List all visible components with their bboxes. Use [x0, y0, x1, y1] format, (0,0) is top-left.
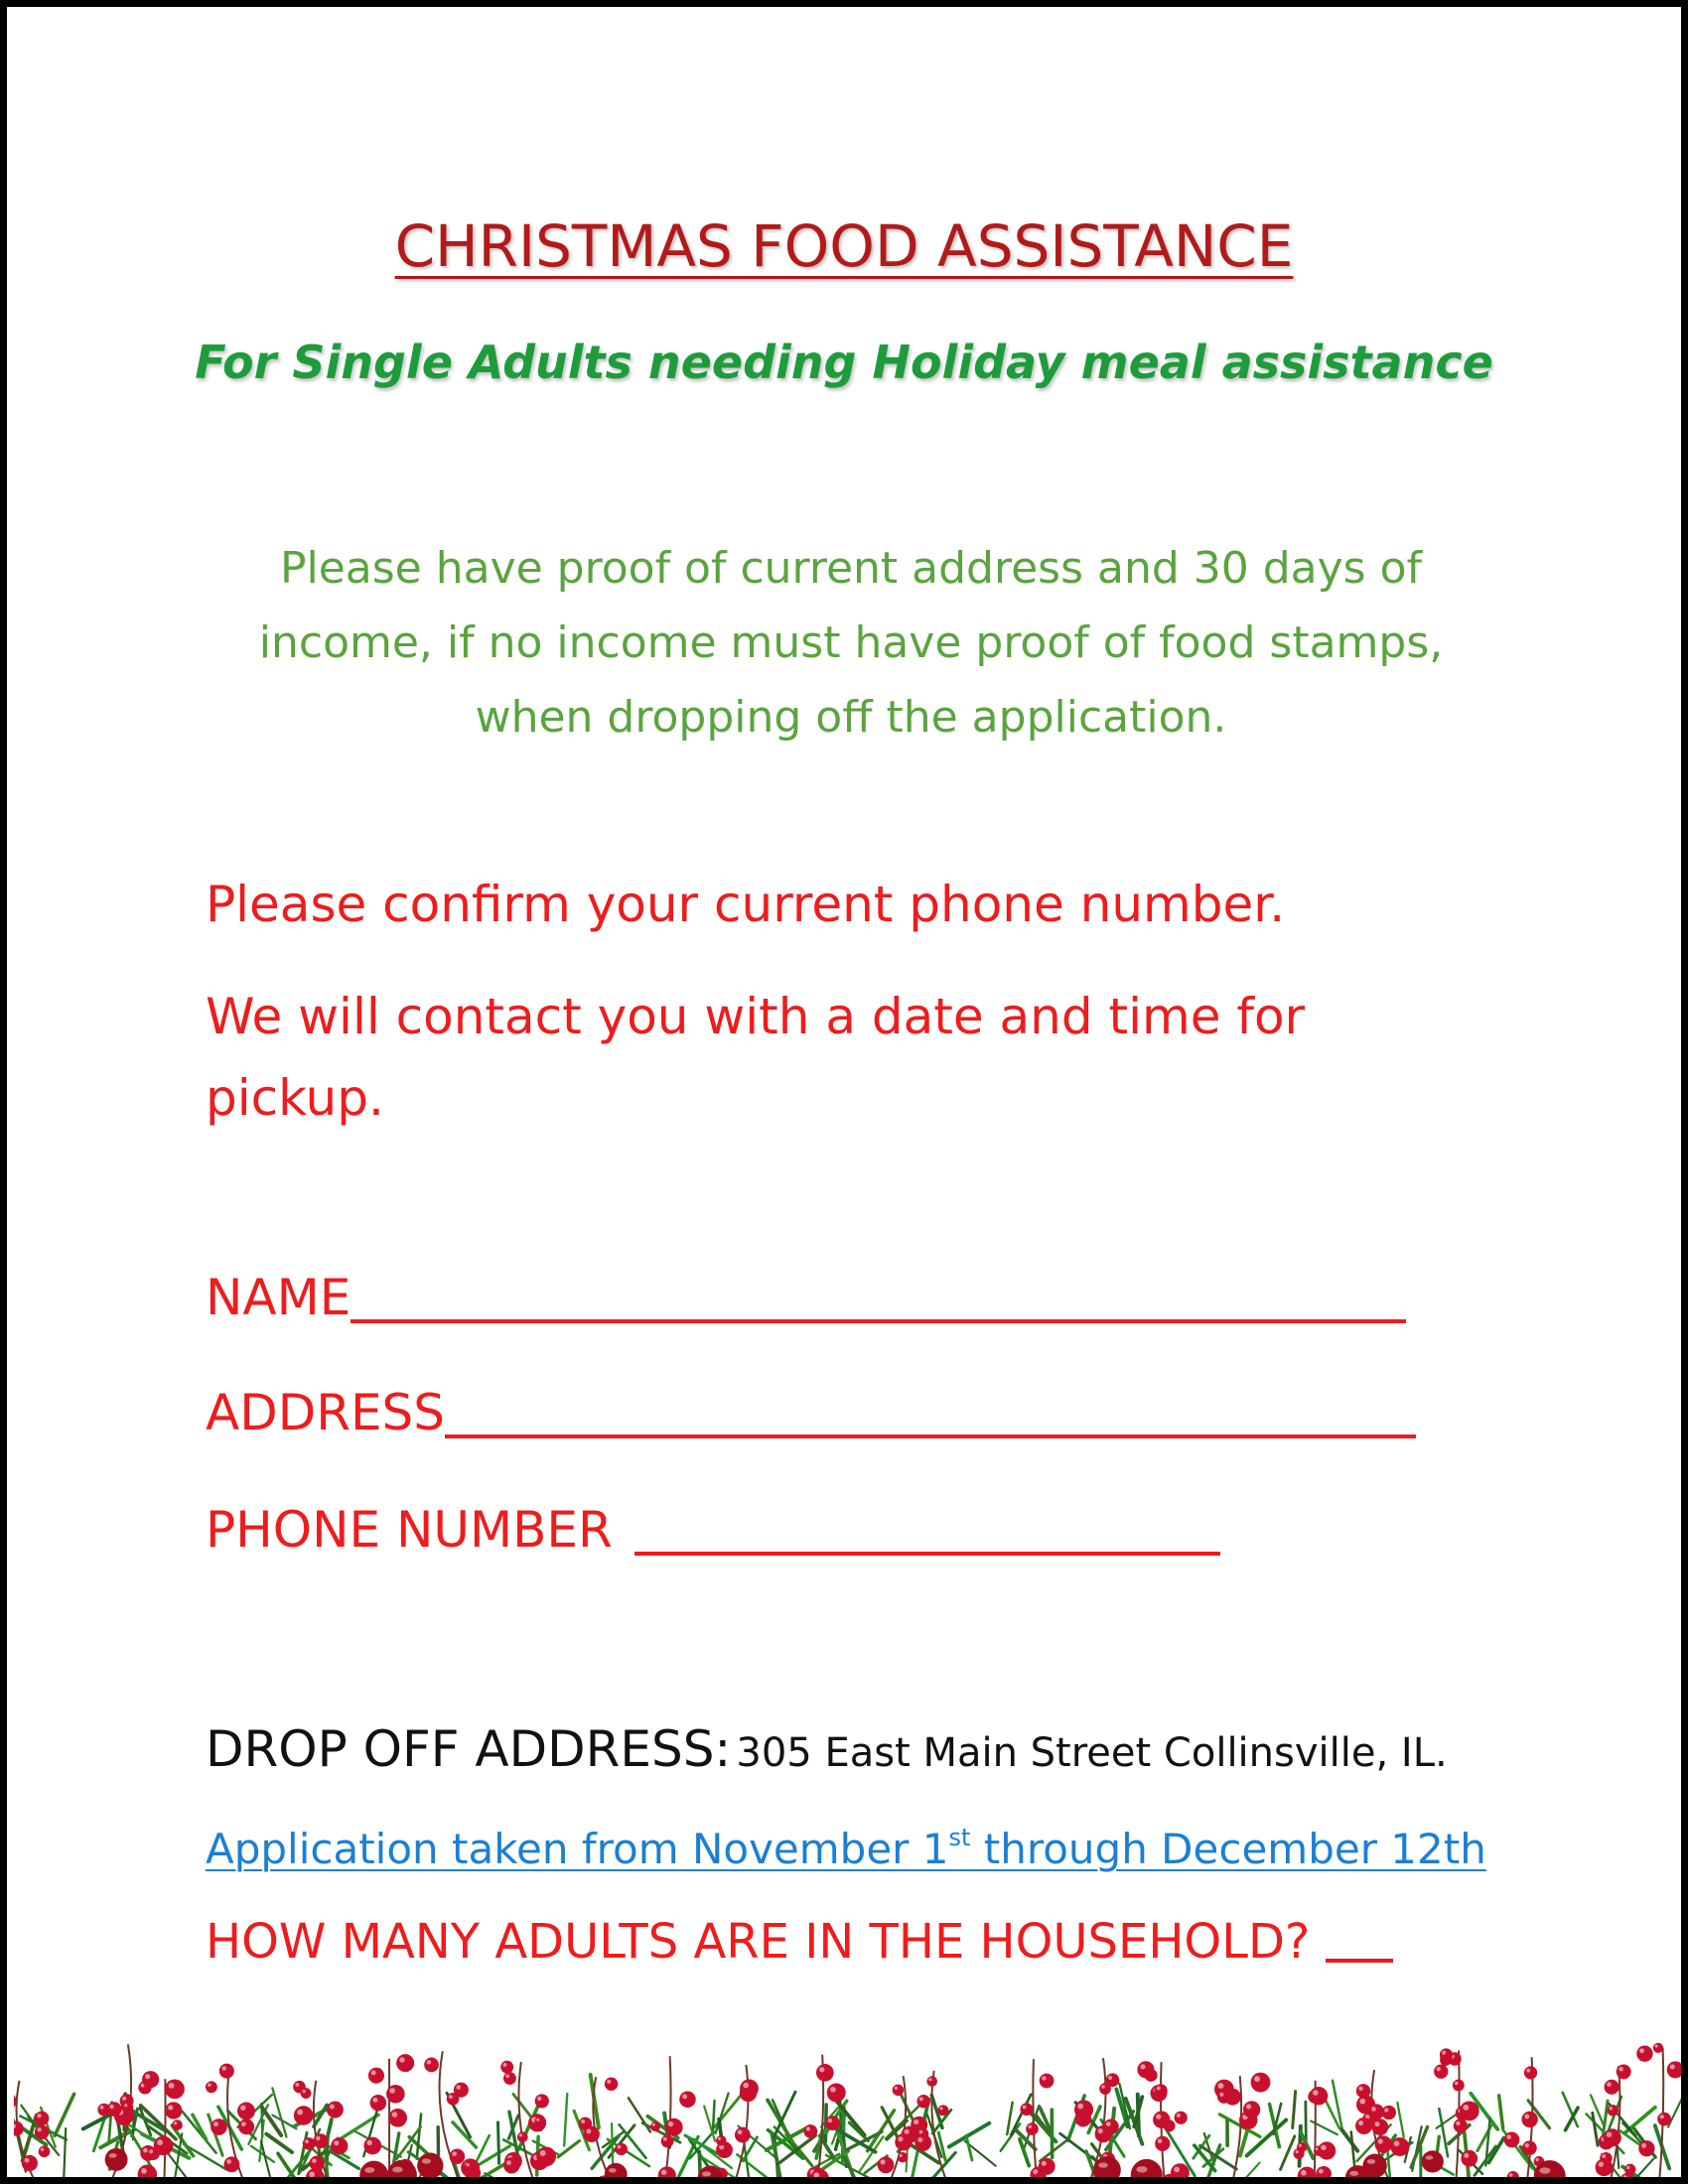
dropoff-value: 305 East Main Street Collinsville, IL.	[736, 1730, 1448, 1776]
dropoff-address	[206, 1714, 1448, 1796]
page-subtitle: For Single Adults needing Holiday meal assistance	[195, 336, 1493, 389]
proof-line-1: Please have proof of current address and 30 days of	[279, 543, 1423, 594]
holly-berry-border-icon	[14, 2032, 1688, 2184]
contact-text: We will contact you with a date and time for pickup.	[206, 988, 1306, 1127]
proof-line-3: when dropping off the application.	[475, 692, 1227, 743]
address-label: ADDRESS	[206, 1384, 446, 1441]
address-field	[206, 1381, 1416, 1444]
address-blank-line[interactable]	[445, 1389, 1416, 1438]
proof-line-2: income, if no income must have proof of food stamps,	[258, 617, 1444, 668]
phone-field	[206, 1498, 1220, 1562]
household-blank-line[interactable]	[1326, 1919, 1393, 1963]
household-question	[206, 1909, 1393, 1975]
phone-label: PHONE NUMBER	[206, 1501, 613, 1559]
name-field	[206, 1266, 1406, 1329]
confirm-phone-text: Please confirm your current phone number.	[206, 876, 1286, 933]
phone-blank-line[interactable]	[634, 1506, 1220, 1556]
household-question-text: HOW MANY ADULTS ARE IN THE HOUSEHOLD?	[206, 1914, 1311, 1970]
dropoff-label: DROP OFF ADDRESS:	[206, 1720, 732, 1778]
proof-requirements	[186, 531, 1516, 754]
name-label: NAME	[206, 1269, 352, 1326]
application-period-suffix: through December 12th	[970, 1825, 1486, 1873]
name-blank-line[interactable]	[351, 1274, 1406, 1323]
application-period-prefix: Application taken from November 1	[206, 1825, 949, 1873]
page-title: CHRISTMAS FOOD ASSISTANCE	[394, 212, 1294, 280]
application-period-link[interactable]	[206, 1820, 1486, 1879]
application-period-superscript: st	[948, 1824, 971, 1851]
